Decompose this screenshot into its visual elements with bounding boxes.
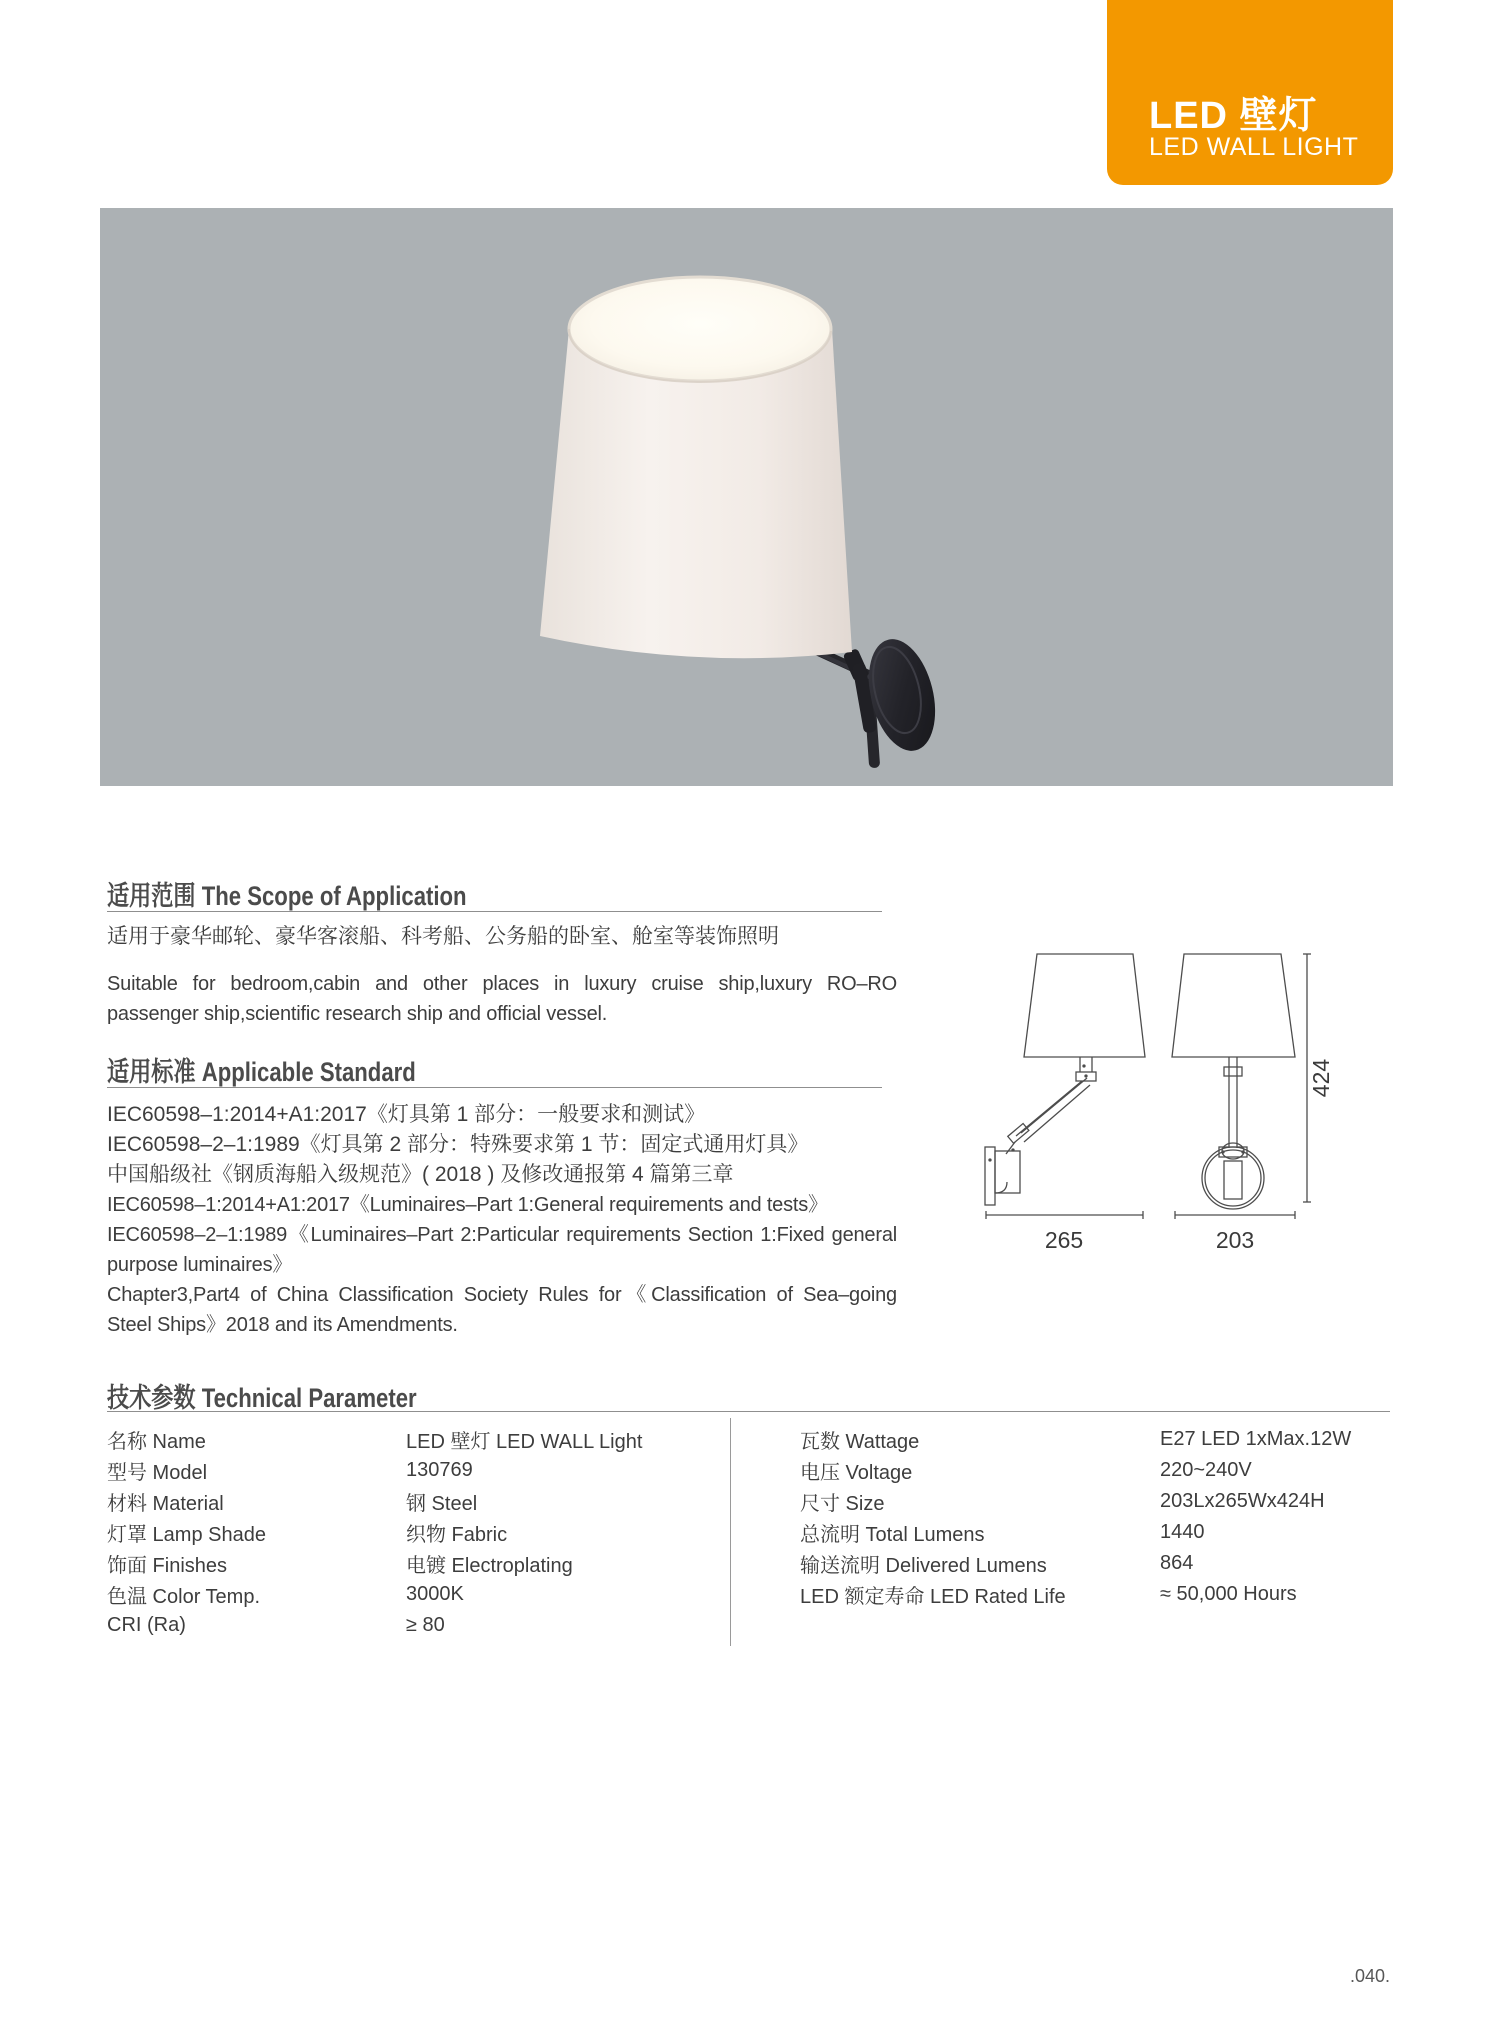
badge-title-en: LED WALL LIGHT <box>1149 133 1359 161</box>
param-row <box>800 1486 1393 1517</box>
standard-list <box>107 1100 897 1340</box>
product-photo <box>100 208 1393 786</box>
dimension-drawings <box>960 920 1380 1260</box>
param-row <box>800 1455 1393 1486</box>
params-heading-rule <box>107 1411 1390 1412</box>
param-label: 尺寸 Size <box>800 1493 885 1515</box>
params-heading: 技术参数 Technical Parameter <box>107 1383 417 1413</box>
param-value: 130769 <box>406 1459 473 1481</box>
scope-heading: 适用范围 The Scope of Application <box>107 881 467 911</box>
standard-item: 中国船级社《钢质海船入级规范》( 2018 ) 及修改通报第 4 篇第三章 <box>107 1163 734 1186</box>
category-badge <box>1107 0 1393 185</box>
param-value: ≈ 50,000 Hours <box>1160 1583 1297 1605</box>
param-row <box>107 1486 707 1517</box>
param-value: 220~240V <box>1160 1459 1252 1481</box>
param-row <box>107 1610 707 1641</box>
params-left-column <box>107 1424 707 1641</box>
param-value: 织物 Fabric <box>406 1524 508 1546</box>
standard-item: IEC60598–1:2014+A1:2017《灯具第 1 部分：一般要求和测试》 <box>107 1103 706 1126</box>
param-row <box>800 1548 1393 1579</box>
param-row <box>107 1455 707 1486</box>
standard-item: IEC60598–1:2014+A1:2017《Luminaires–Part 1:General requirements and tests》 <box>107 1194 828 1216</box>
param-value: 3000K <box>406 1583 464 1605</box>
param-label: 输送流明 Delivered Lumens <box>800 1555 1047 1577</box>
param-row <box>107 1548 707 1579</box>
badge-title-zh: LED 壁灯 <box>1149 95 1318 137</box>
dim-label-265: 265 <box>1044 1227 1084 1253</box>
param-label: 材料 Material <box>107 1493 224 1515</box>
scope-heading-rule <box>107 911 882 912</box>
dim-label-424: 424 <box>1308 1058 1334 1098</box>
param-value: 203Lx265Wx424H <box>1160 1490 1325 1512</box>
standard-item: IEC60598–2–1:1989《Luminaires–Part 2:Particular requirements Section 1:Fixed general purpose luminaires》 <box>107 1224 897 1276</box>
scope-text-en: Suitable for bedroom,cabin and other places in luxury cruise ship,luxury RO–RO passenger ship,scientific research ship and official vessel. <box>107 973 897 1025</box>
param-row <box>800 1424 1393 1455</box>
drawing-side-view <box>985 954 1145 1205</box>
param-label: 型号 Model <box>107 1462 208 1484</box>
param-value: 钢 Steel <box>406 1493 478 1515</box>
lamp-shade-group <box>540 277 852 658</box>
param-label: 瓦数 Wattage <box>800 1431 920 1453</box>
param-label: LED 额定寿命 LED Rated Life <box>800 1586 1066 1608</box>
standard-item: Chapter3,Part4 of China Classification Society Rules for《Classification of Sea–going Steel Ships》2018 and its Amendments. <box>107 1284 897 1336</box>
params-column-divider <box>730 1418 731 1646</box>
dim-label-203: 203 <box>1215 1227 1255 1253</box>
param-value: LED 壁灯 LED WALL Light <box>406 1431 643 1453</box>
param-label: 饰面 Finishes <box>107 1555 228 1577</box>
dimension-lines <box>986 954 1311 1219</box>
param-row <box>800 1517 1393 1548</box>
param-label: 总流明 Total Lumens <box>800 1524 985 1546</box>
param-value: 864 <box>1160 1552 1194 1574</box>
param-label: 色温 Color Temp. <box>107 1586 261 1608</box>
drawing-front-view <box>1172 954 1295 1209</box>
param-row <box>107 1517 707 1548</box>
standard-heading: 适用标准 Applicable Standard <box>107 1057 416 1087</box>
params-right-column <box>800 1424 1393 1610</box>
wall-lamp-photo-illustration <box>100 208 1393 786</box>
param-label: 电压 Voltage <box>800 1462 913 1484</box>
scope-text-zh: 适用于豪华邮轮、豪华客滚船、科考船、公务船的卧室、舱室等装饰照明 <box>107 925 779 948</box>
standard-heading-rule <box>107 1087 882 1088</box>
param-value: ≥ 80 <box>406 1614 445 1636</box>
param-row <box>107 1579 707 1610</box>
param-row <box>107 1424 707 1455</box>
param-row <box>800 1579 1393 1610</box>
standard-item: IEC60598–2–1:1989《灯具第 2 部分：特殊要求第 1 节：固定式通用灯具》 <box>107 1133 809 1156</box>
param-label: 灯罩 Lamp Shade <box>107 1524 266 1546</box>
param-label: 名称 Name <box>107 1431 206 1453</box>
page-number: .040. <box>1349 1966 1390 1986</box>
param-value: 1440 <box>1160 1521 1205 1543</box>
param-value: E27 LED 1xMax.12W <box>1160 1428 1352 1450</box>
param-value: 电镀 Electroplating <box>406 1555 573 1577</box>
param-label: CRI (Ra) <box>107 1614 186 1636</box>
